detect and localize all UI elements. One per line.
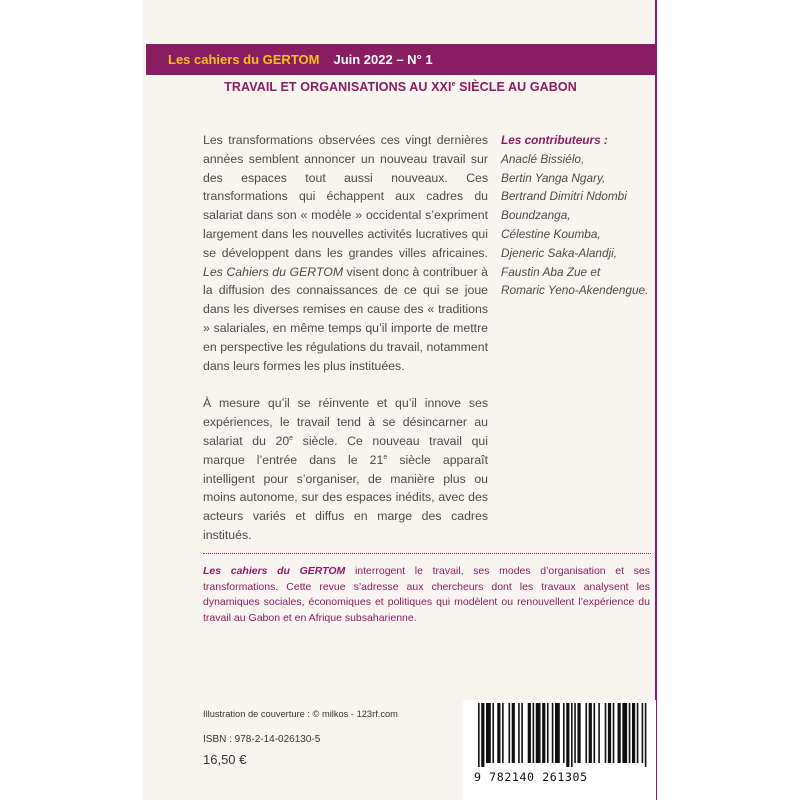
barcode-bar xyxy=(613,703,615,763)
barcode-bar xyxy=(574,703,576,763)
journal-name: Les cahiers du GERTOM xyxy=(168,52,320,67)
barcode-bar xyxy=(566,703,569,767)
barcode-bar xyxy=(577,703,580,763)
barcode-bar xyxy=(589,703,592,763)
cover-credit: Illustration de couverture : © milkos - 123rf.com xyxy=(203,709,398,719)
barcode-bar xyxy=(593,703,595,763)
barcode-bar xyxy=(518,703,520,763)
barcode-bar xyxy=(598,703,600,763)
barcode-bar xyxy=(547,703,549,763)
p1-text-b: visent donc à contribuer à la diffusion des connaissances de ce qui se joue dans les diverses remises en cause des « traditions » salariales, en même temps qu’il importe de mettre en perspective les régulations du travail, notamment dans leurs formes les plus instituées. xyxy=(203,264,489,373)
barcode-digits: 9 782140 261305 xyxy=(474,770,588,784)
barcode-bar xyxy=(521,703,523,763)
subtitle-main: TRAVAIL ET ORGANISATIONS AU XXI xyxy=(224,80,452,94)
issue-label: Juin 2022 – N° 1 xyxy=(333,52,433,67)
p2-sup-1: e xyxy=(289,434,294,442)
p2-text-a: À mesure qu’il se réinvente et qu’il innove ses expériences, le travail tend à se désincarner au salariat du 20 xyxy=(203,396,488,448)
p1-text-a: Les transformations observées ces vingt dernières années semblent annoncer un nouveau travail sur des espaces tout aussi nouveaux. Ces transformations qui échappent aux cadres du salariat dans son « modèle » occidental s’expriment largement dans les nouvelles activités lucratives qui se développent dans les grandes villes africaines. xyxy=(203,133,488,260)
subtitle-sup: e xyxy=(451,80,456,88)
barcode-image xyxy=(478,703,648,767)
subtitle xyxy=(146,80,655,94)
paragraph-2 xyxy=(203,394,488,544)
subtitle-rest: SIÈCLE AU GABON xyxy=(455,80,577,94)
paragraph-1 xyxy=(203,131,488,375)
contributor: Bertin Yanga Ngary, xyxy=(501,170,606,185)
barcode-bar xyxy=(629,703,631,763)
barcode-bar xyxy=(502,703,504,763)
contributor: Romaric Yeno-Akendengue. xyxy=(501,283,649,298)
price: 16,50 € xyxy=(203,752,247,767)
p2-text-c: siècle apparaît intelligent pour s’organiser, de manière plus ou moins autonome, sur des espaces inédits, avec des acteurs variés et diffus en marge des cadres institués. xyxy=(203,452,488,542)
barcode-bar xyxy=(497,703,500,763)
about-journal xyxy=(203,564,650,626)
barcode-bar xyxy=(585,703,587,763)
p1-journal-italic: Les Cahiers du GERTOM xyxy=(203,264,344,279)
contributor: Célestine Koumba, xyxy=(501,226,601,241)
dotted-divider xyxy=(203,553,651,554)
barcode-bar xyxy=(608,703,611,763)
barcode-bar xyxy=(478,703,480,767)
barcode-bar xyxy=(563,703,565,763)
contributor: Djeneric Saka-Alandji, xyxy=(501,245,618,260)
barcode-bar xyxy=(486,703,491,763)
isbn: ISBN : 978-2-14-026130-5 xyxy=(203,734,321,745)
barcode-bar xyxy=(512,703,515,763)
contributors-heading: Les contributeurs : xyxy=(501,133,608,147)
about-journal-name: Les cahiers du GERTOM xyxy=(203,565,346,577)
barcode-bar xyxy=(632,703,635,763)
barcode-bar xyxy=(492,703,494,763)
contributor: Boundzanga, xyxy=(501,208,571,223)
contributor: Faustin Aba Zue et xyxy=(501,264,601,279)
barcode-bar xyxy=(528,703,531,763)
barcode-bar xyxy=(552,703,554,763)
p2-sup-2: e xyxy=(383,453,388,461)
header-band xyxy=(146,44,655,75)
barcode-bar xyxy=(642,703,644,763)
cover-edge-rule xyxy=(655,0,657,800)
barcode-bar xyxy=(536,703,541,763)
contributor: Anaclé Bissiélo, xyxy=(501,151,585,166)
barcode-bar xyxy=(571,703,573,767)
barcode-bar xyxy=(533,703,535,763)
barcode-bar xyxy=(622,703,627,763)
contributor: Bertrand Dimitri Ndombi xyxy=(501,189,627,204)
barcode-bar xyxy=(605,703,607,763)
barcode-bar xyxy=(637,703,639,763)
about-journal-text: interrogent le travail, ses modes d’organisation et ses transformations. Cette revue s’adresse aux chercheurs dont les travaux analysent les dynamiques sociales, économiques et politiques qui modèlent ou renouvellent l’expérience du travail au Gabon et en Afrique subsaharienne. xyxy=(203,565,651,624)
contributors xyxy=(501,131,651,300)
barcode-bar xyxy=(555,703,560,763)
p2-text-b: siècle. Ce nouveau travail qui marque l’entrée dans le 21 xyxy=(203,433,488,467)
barcode-bar xyxy=(542,703,545,763)
barcode-bar xyxy=(481,703,484,767)
barcode-bar xyxy=(618,703,621,763)
body-text xyxy=(203,131,488,545)
barcode-bar xyxy=(508,703,510,763)
barcode-bar xyxy=(645,703,647,767)
